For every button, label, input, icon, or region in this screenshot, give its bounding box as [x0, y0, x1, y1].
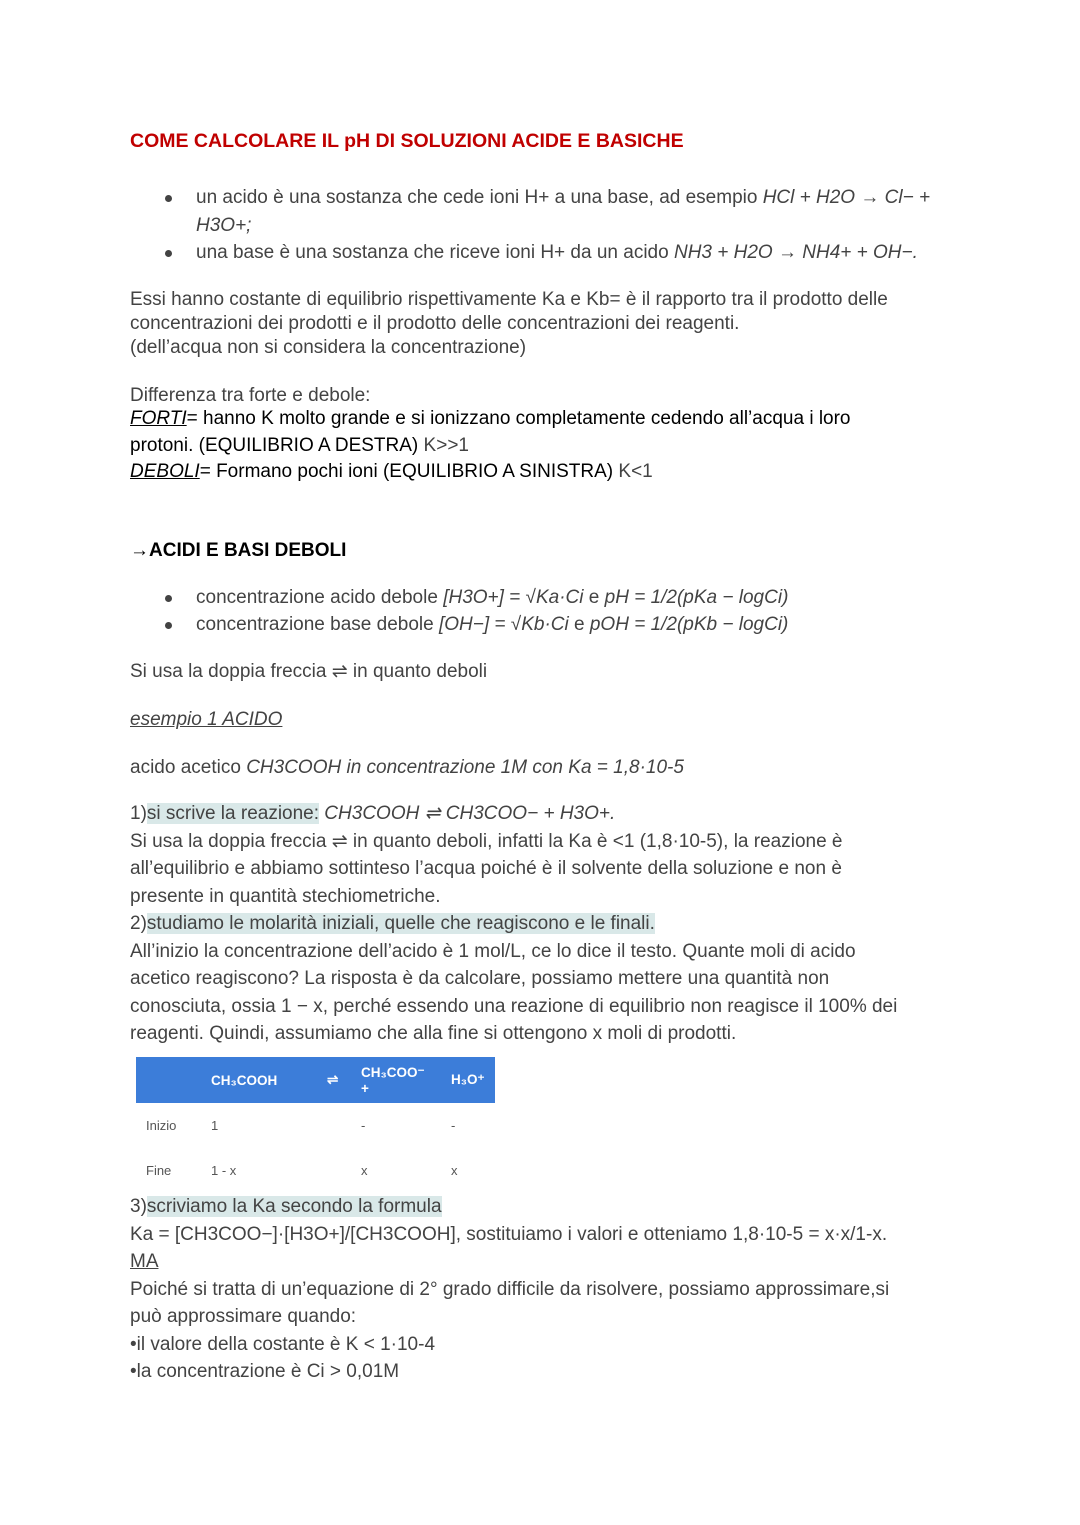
bullet-icon — [165, 595, 172, 602]
difference-label: Differenza tra forte e debole: — [130, 385, 371, 406]
table-header: CH₃COOH ⇌ CH₃COO⁻ + H₃O⁺ — [136, 1057, 495, 1103]
page-title: COME CALCOLARE IL pH DI SOLUZIONI ACIDE E BASICHE — [130, 130, 684, 152]
step-3: 3)scriviamo la Ka secondo la formula Ka = [CH3COO−]·[H3O+]/[CH3COOH], sostituiamo i valori e otteniamo 1,8·10-5 = x·x/1-x. MA Poiché si tratta di un’equazione di 2° grado difficile da risolvere, possiamo approssimare,si può approssimare quando: •il valore della costante è K < 1·10-4 •la concentrazione è Ci > 0,01M — [130, 1196, 890, 1382]
weak-base-formula: concentrazione base debole [OH−] = √Kb·Ci e pOH = 1/2(pKb − logCi) — [196, 614, 789, 635]
acid-definition: un acido è una sostanza che cede ioni H+ a una base, ad esempio HCl + H2O → Cl− + H3O+; — [196, 187, 931, 236]
base-definition: una base è una sostanza che riceve ioni H+ da un acido NH3 + H2O → NH4+ + OH−. — [196, 242, 918, 263]
table-row: Fine 1 - x x x — [146, 1163, 458, 1178]
weak-acid-formula: concentrazione acido debole [H3O+] = √Ka·Ci e pH = 1/2(pKa − logCi) — [196, 587, 789, 608]
bullet-icon — [165, 622, 172, 629]
example-intro: acido acetico CH3COOH in concentrazione 1M con Ka = 1,8·10-5 — [130, 757, 684, 778]
strong-definition: FORTI= hanno K molto grande e si ionizzano completamente cedendo all’acqua i loro protoni. (EQUILIBRIO A DESTRA) K>>1 DEBOLI= Formano pochi ioni (EQUILIBRIO A SINISTRA) K<1 — [130, 408, 851, 482]
example-title: esempio 1 ACIDO — [130, 709, 283, 730]
double-arrow-note: Si usa la doppia freccia ⇌ in quanto deboli — [130, 661, 488, 682]
equilibrium-paragraph: Essi hanno costante di equilibrio rispettivamente Ka e Kb= è il rapporto tra il prodotto delle concentrazioni dei prodotti e il prodotto delle concentrazioni dei reagenti. (dell’acqua non si considera la concentrazione) — [130, 289, 888, 358]
bullet-icon — [165, 195, 172, 202]
table-row: Inizio 1 - - — [146, 1118, 456, 1133]
section-heading: →ACIDI E BASI DEBOLI — [130, 540, 347, 561]
step-1: 1)si scrive la reazione: CH3COOH ⇌ CH3COO− + H3O+. Si usa la doppia freccia ⇌ in quanto deboli, infatti la Ka è <1 (1,8·10-5), la reazione è all’equilibrio e abbiamo sottinteso l’acqua poiché è il solvente della soluzione e non è presente in quantità stechiometriche. 2)studiamo le molarità iniziali, quelle che reagiscono e le finali. All’inizio la concentrazione dell’acido è 1 mol/L, ce lo dice il testo. Quante moli di acido acetico reagiscono? La risposta è da calcolare, possiamo mettere una quantità non conosciuta, ossia 1 − x, perché essendo una reazione di equilibrio non reagisce il 100% dei reagenti. Quindi, assumiamo che alla fine si ottengono x moli di prodotti. — [130, 803, 898, 1044]
equilibrium-table — [136, 1057, 495, 1193]
bullet-icon — [165, 250, 172, 257]
